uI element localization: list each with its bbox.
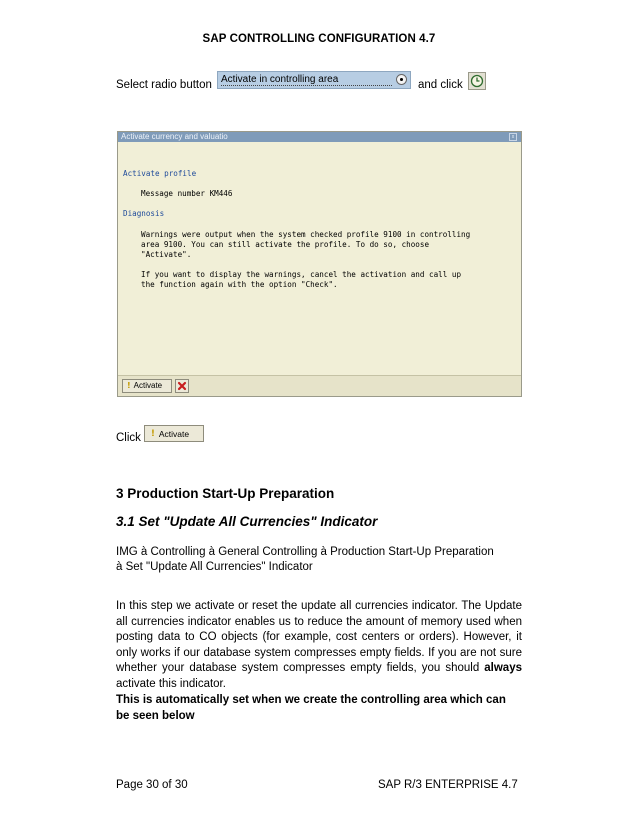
cancel-x-icon [176, 380, 188, 392]
activate-button-label: Activate [158, 428, 190, 439]
dialog-activate-button[interactable] [122, 379, 172, 393]
body-text-end: activate this indicator. [116, 677, 226, 690]
diagnosis-line: "Activate". [141, 250, 192, 259]
clock-execute-icon [470, 74, 484, 88]
section-3-heading: 3 Production Start-Up Preparation [116, 486, 335, 501]
footer-product: SAP R/3 ENTERPRISE 4.7 [378, 779, 518, 791]
activate-button[interactable] [144, 425, 204, 442]
message-number-text: Message number KM446 [141, 189, 233, 198]
dialog-footer-toolbar [118, 375, 521, 396]
dialog-title: Activate currency and valuatio [121, 132, 228, 141]
dialog-title-bar [118, 132, 521, 142]
diagnosis-line: If you want to display the warnings, cancel the activation and call up [141, 270, 462, 279]
page-header-title: SAP CONTROLLING CONFIGURATION 4.7 [202, 33, 436, 45]
radio-button-icon[interactable] [396, 74, 407, 85]
exclamation-icon: ! [151, 428, 155, 439]
radio-field-label: Activate in controlling area [221, 74, 339, 85]
dialog-close-icon[interactable]: x [509, 133, 517, 141]
diagnosis-heading: Diagnosis [123, 209, 165, 218]
activate-in-controlling-area-radio-field[interactable] [217, 71, 411, 89]
dotted-underline [221, 85, 392, 86]
instruction-select-radio-text: Select radio button [116, 79, 212, 91]
execute-icon[interactable] [468, 72, 486, 90]
body-bold-word: always [484, 662, 522, 674]
bold-note: This is automatically set when we create the controlling area which can be seen below [116, 694, 506, 722]
exclamation-icon: ! [127, 381, 131, 390]
img-path-line: à Set "Update All Currencies" Indicator [116, 560, 313, 573]
footer-page-number: Page 30 of 30 [116, 779, 188, 791]
instruction-click-text: Click [116, 432, 141, 444]
diagnosis-line: the function again with the option "Check". [141, 280, 338, 289]
instruction-and-click-text: and click [418, 79, 463, 91]
activate-currency-dialog [117, 131, 522, 397]
img-path [116, 545, 526, 575]
body-paragraph [116, 599, 522, 692]
diagnosis-line: area 9100. You can still activate the profile. To do so, choose [141, 240, 430, 249]
body-text: In this step we activate or reset the update all currencies indicator. The Update all currencies indicator enables us to reduce the amount of memory used when posting data to CO objects (for example, cost centers or orders). However, it only works if our database system compresses empty fields. If you are not sure whether your database system compresses empty fields, you should [116, 600, 522, 674]
img-path-line: IMG à Controlling à General Controlling à Production Start-Up Preparation [116, 546, 494, 558]
dialog-cancel-button[interactable] [175, 379, 189, 393]
dialog-activate-button-label: Activate [133, 381, 163, 390]
activate-profile-heading: Activate profile [123, 169, 197, 178]
diagnosis-line: Warnings were output when the system checked profile 9100 in controlling [141, 230, 471, 239]
section-3-1-heading: 3.1 Set "Update All Currencies" Indicator [116, 514, 378, 529]
